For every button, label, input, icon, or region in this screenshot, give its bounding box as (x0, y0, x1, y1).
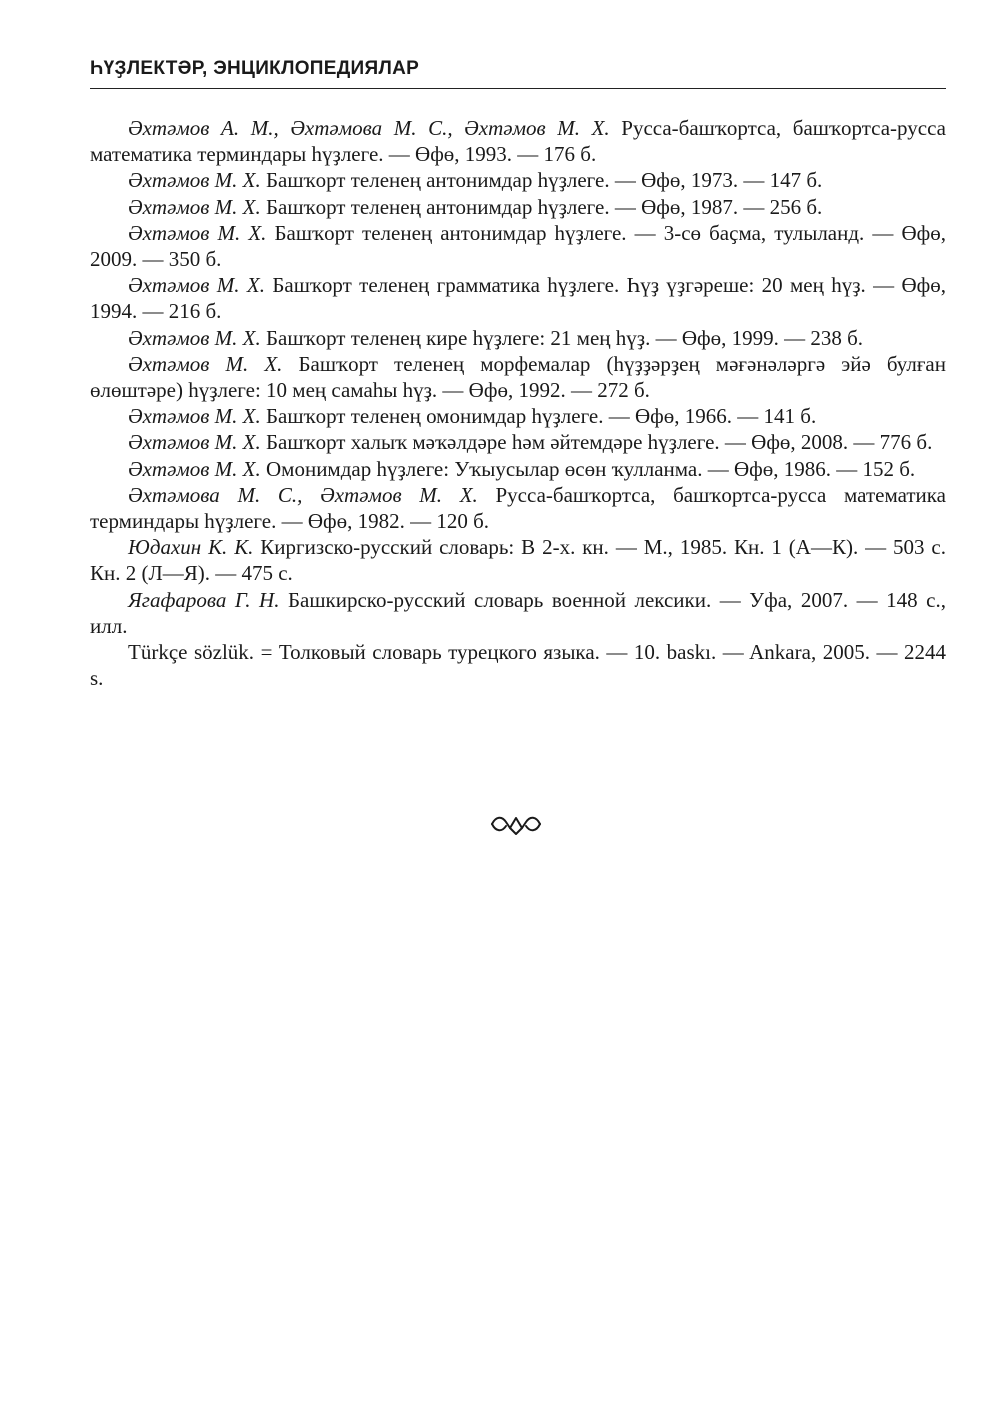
entry-author: Әхтәмов М. Х. (128, 430, 261, 455)
entry-author: Әхтәмов М. Х. (128, 220, 267, 245)
bibliography-entry (90, 587, 946, 639)
entry-text: Башҡорт теленең антонимдар һүҙлеге. — Өфө, 1987. — 256 б. (260, 194, 823, 219)
bibliography-entry (90, 167, 946, 193)
bibliography-entry (90, 272, 946, 324)
entry-author: Әхтәмов М. Х. (128, 351, 283, 376)
entry-text: Башҡорт халыҡ мәҡәлдәре һәм әйтемдәре һүҙлеге. — Өфө, 2008. — 776 б. (260, 430, 933, 455)
bibliography-entry (90, 456, 946, 482)
entry-author: Ягафарова Г. Н. (128, 587, 280, 612)
running-header: ҺҮҘЛЕКТӘР, ЭНЦИКЛОПЕДИЯЛАР (90, 58, 946, 89)
entry-text: Русса-башҡортса, башҡортса-русса математика терминдары һүҙлеге. — Өфө, 1982. — 120 б. (90, 482, 946, 534)
entry-text: Башҡорт теленең антонимдар һүҙлеге. — Өфө, 1973. — 147 б. (260, 168, 823, 193)
entry-text: Башҡорт теленең кире һүҙлеге: 21 мең һүҙ. — Өфө, 1999. — 238 б. (260, 325, 864, 350)
bibliography-entry (90, 534, 946, 586)
entry-text: Киргизско-русский словарь: В 2-х. кн. — М., 1985. Кн. 1 (А—К). — 503 с. Кн. 2 (Л—Я). — 475 с. (90, 535, 946, 586)
bibliography-entry (90, 429, 946, 455)
entry-text: Башҡорт теленең омонимдар һүҙлеге. — Өфө, 1966. — 141 б. (260, 404, 817, 429)
bibliography-entry (90, 220, 946, 272)
entry-text: Башкирско-русский словарь военной лексики. — Уфа, 2007. — 148 с., илл. (90, 587, 946, 638)
entry-author: Юдахин К. К. (128, 535, 254, 560)
entry-author: Әхтәмова М. С., Әхтәмов М. Х. (128, 482, 478, 507)
bibliography-entry (90, 351, 946, 403)
entry-text: Башҡорт теленең морфемалар (һүҙҙәрҙең мәғәнәләргә эйә булған өлөштәре) һүҙлеге: 10 мең самаһы һүҙ. — Өфө, 1992. — 272 б. (90, 351, 946, 403)
bibliography-entry (90, 482, 946, 534)
entry-text: Омонимдар һүҙлеге: Уҡыусылар өсөн ҡулланма. — Өфө, 1986. — 152 б. (260, 456, 916, 481)
entry-author: Әхтәмов М. Х. (128, 273, 265, 298)
entry-author: Әхтәмов А. М., Әхтәмова М. С., Әхтәмов М. Х. (128, 116, 610, 140)
bibliography-entry (90, 115, 946, 167)
bibliography-entry (90, 639, 946, 691)
bibliography-entry (90, 194, 946, 220)
fleuron-ornament-icon (490, 812, 542, 836)
entry-text: Русса-башҡортса, башҡортса-русса математика терминдары һүҙлеге. — Өфө, 1993. — 176 б. (90, 116, 946, 167)
bibliography-entry (90, 325, 946, 351)
document-page (90, 58, 946, 691)
entry-text: Türkçe sözlük. = Толковый словарь турецкого языка. — 10. baskı. — Ankara, 2005. — 2244 s. (90, 640, 946, 691)
entry-author: Әхтәмов М. Х. (128, 404, 261, 429)
entry-author: Әхтәмов М. Х. (128, 456, 261, 481)
bibliography-list (90, 115, 946, 691)
bibliography-entry (90, 403, 946, 429)
entry-author: Әхтәмов М. Х. (128, 168, 261, 193)
entry-text: Башҡорт теленең антонимдар һүҙлеге. — 3-сө баҫма, тулыланд. — Өфө, 2009. — 350 б. (90, 220, 946, 272)
entry-text: Башҡорт теленең грамматика һүҙлеге. Һүҙ үҙгәреше: 20 мең һүҙ. — Өфө, 1994. — 216 б. (90, 273, 946, 324)
entry-author: Әхтәмов М. Х. (128, 325, 261, 350)
entry-author: Әхтәмов М. Х. (128, 194, 261, 219)
